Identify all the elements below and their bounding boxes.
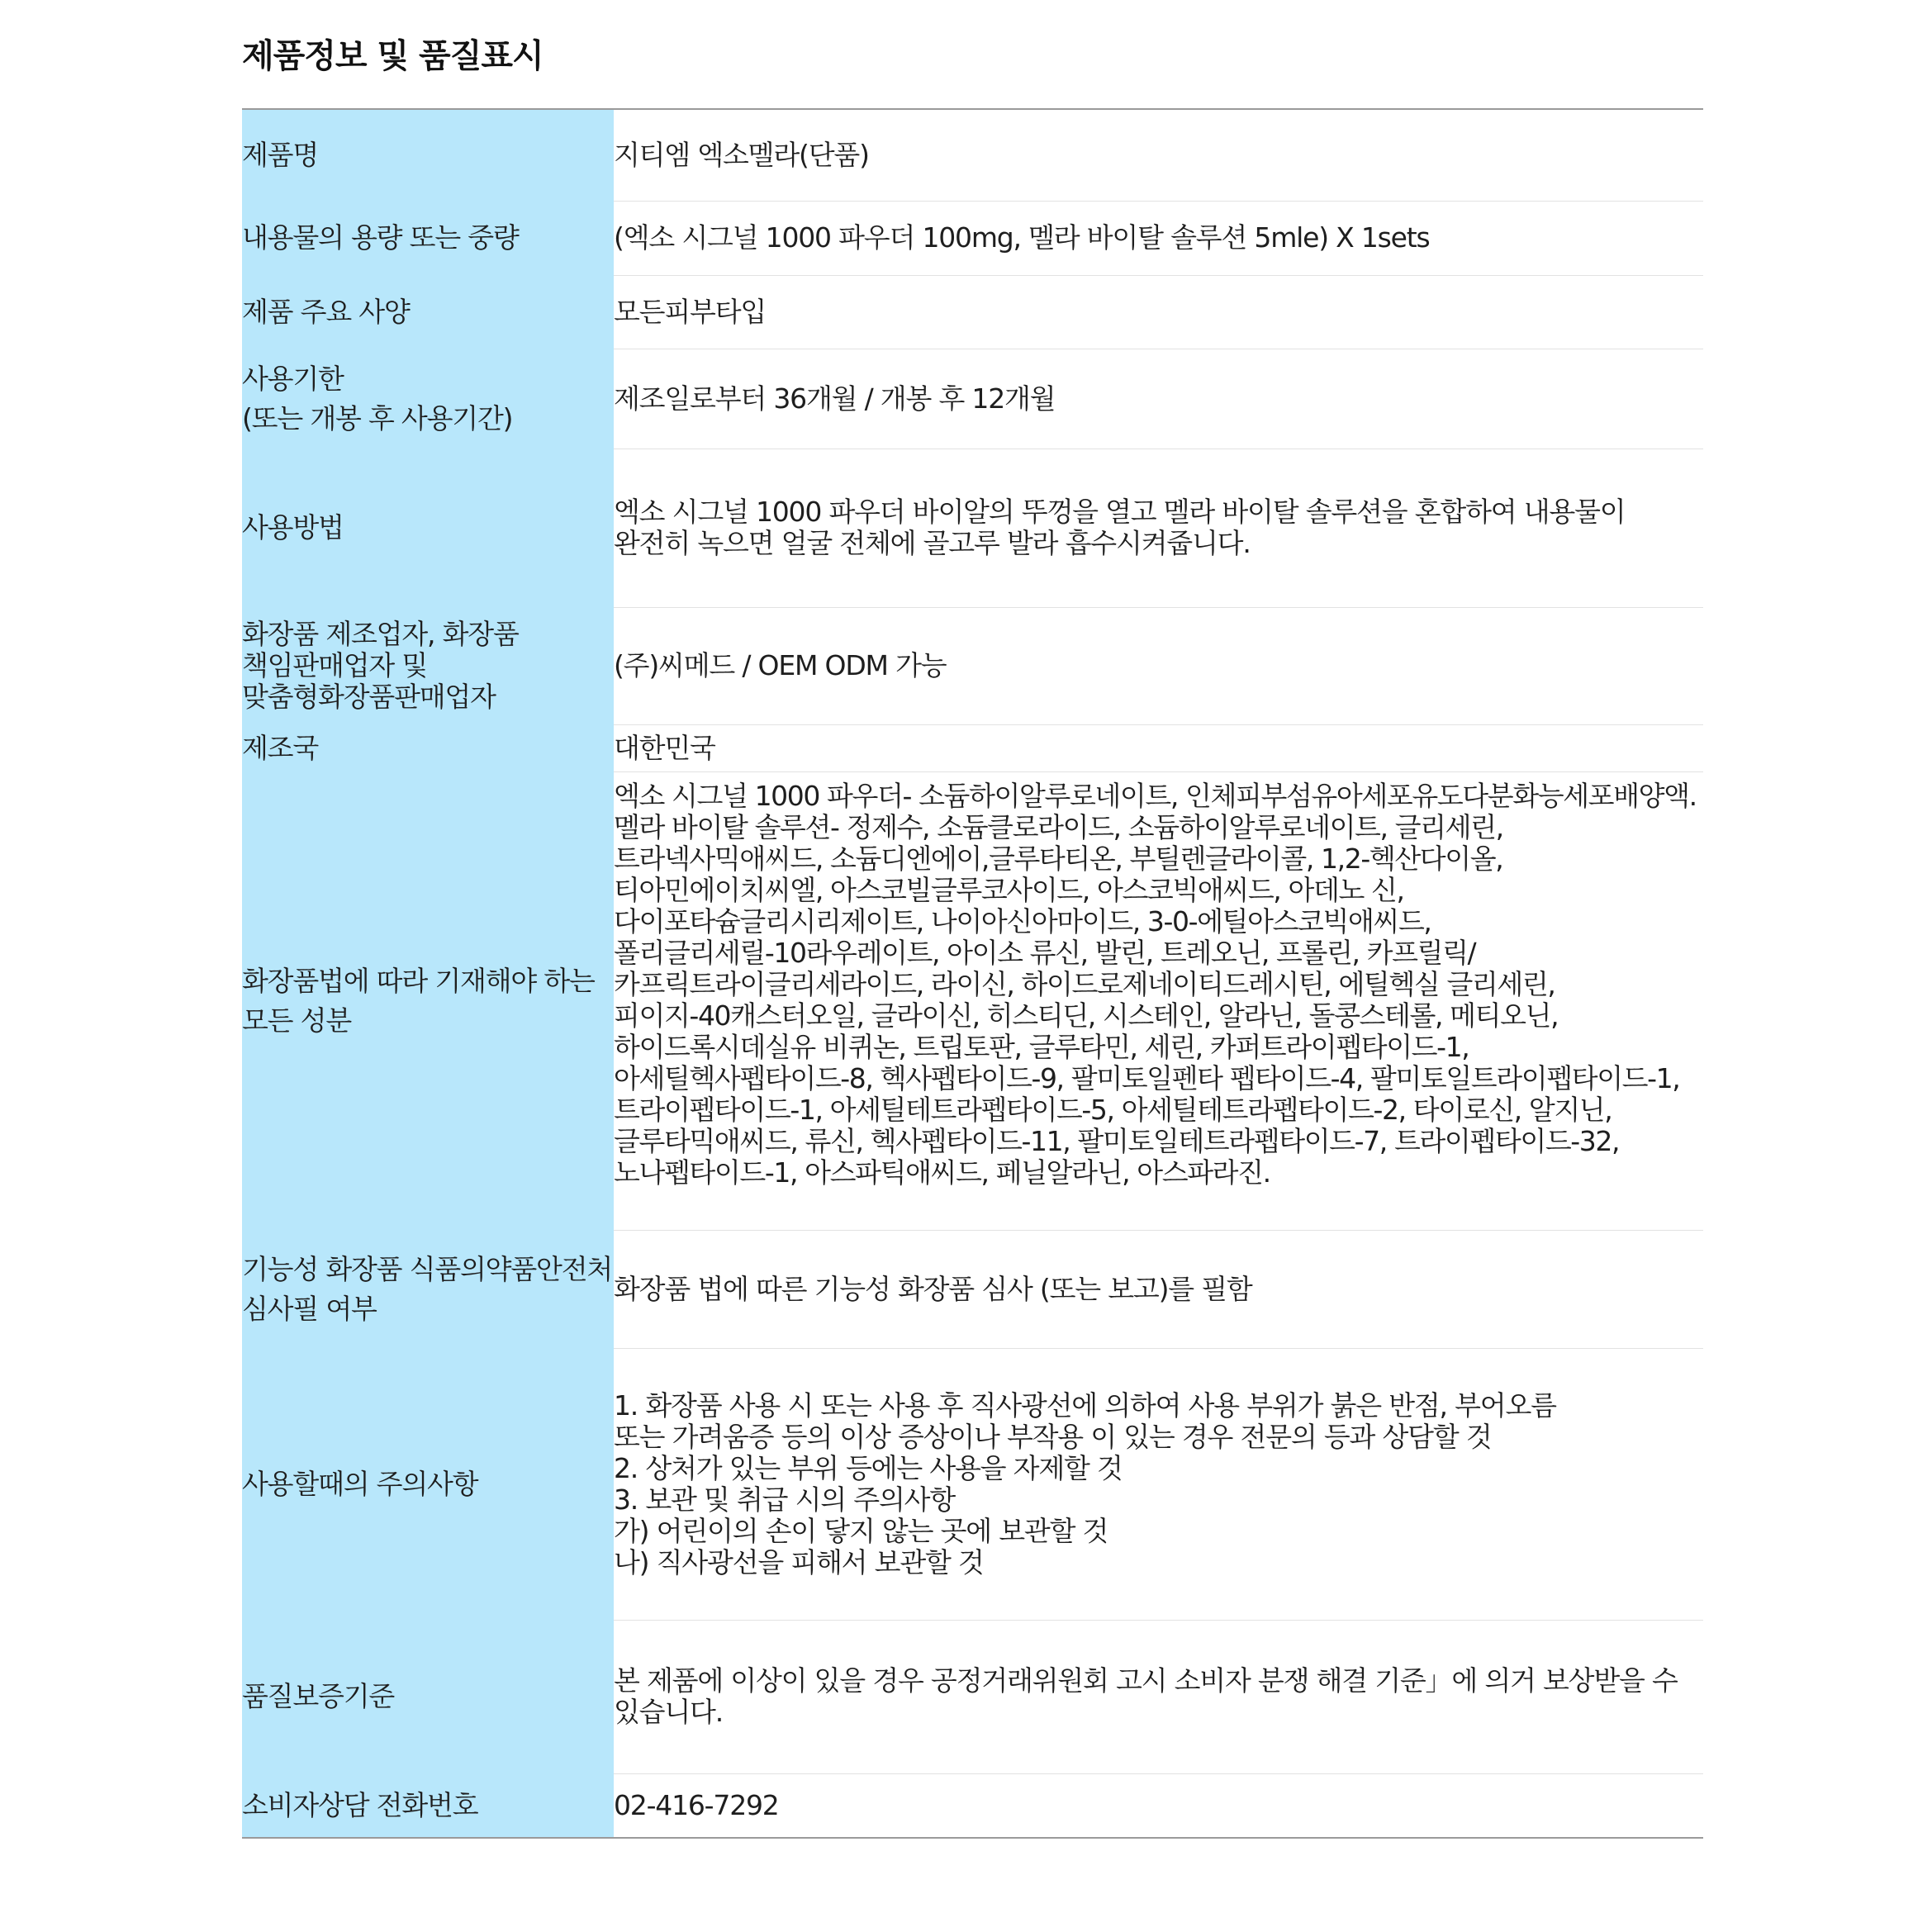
table-row-expiry bbox=[242, 349, 1703, 449]
row-value: 본 제품에 이상이 있을 경우 공정거래위원회 고시 소비자 분쟁 해결 기준」에 의거 보상받을 수 있습니다. bbox=[614, 1620, 1703, 1773]
row-label: 기능성 화장품 식품의약품안전처 심사필 여부 bbox=[242, 1230, 614, 1348]
row-value: 엑소 시그널 1000 파우더 바이알의 뚜껑을 열고 멜라 바이탈 솔루션을 혼합하여 내용물이 완전히 녹으면 얼굴 전체에 골고루 발라 흡수시켜줍니다. bbox=[614, 449, 1703, 607]
row-label: 품질보증기준 bbox=[242, 1620, 614, 1773]
row-value: 1. 화장품 사용 시 또는 사용 후 직사광선에 의하여 사용 부위가 붉은 반점, 부어오름 또는 가려움증 등의 이상 증상이나 부작용 이 있는 경우 전문의 등과 상담할 것 2. 상처가 있는 부위 등에는 사용을 자제할 것 3. 보관 및 취급 시의 주의사항 가) 어린이의 손이 닿지 않는 곳에 보관할 것 나) 직사광선을 피해서 보관할 것 bbox=[614, 1348, 1703, 1620]
row-value: (엑소 시그널 1000 파우더 100mg, 멜라 바이탈 솔루션 5mle) X 1sets bbox=[614, 201, 1703, 275]
table-row-spec bbox=[242, 275, 1703, 349]
page-title: 제품정보 및 품질표시 bbox=[242, 37, 544, 75]
row-label: 소비자상담 전화번호 bbox=[242, 1773, 614, 1838]
row-label: 내용물의 용량 또는 중량 bbox=[242, 201, 614, 275]
row-label: 제품명 bbox=[242, 109, 614, 201]
table-row-warranty bbox=[242, 1620, 1703, 1773]
table-row-ingredients bbox=[242, 771, 1703, 1230]
row-label: 화장품법에 따라 기재해야 하는 모든 성분 bbox=[242, 771, 614, 1230]
table-row-usage bbox=[242, 449, 1703, 607]
row-value: 02-416-7292 bbox=[614, 1773, 1703, 1838]
row-label: 사용할때의 주의사항 bbox=[242, 1348, 614, 1620]
table-row-product-name bbox=[242, 109, 1703, 201]
row-label: 제품 주요 사양 bbox=[242, 275, 614, 349]
row-label: 화장품 제조업자, 화장품 책임판매업자 및 맞춤형화장품판매업자 bbox=[242, 607, 614, 724]
table-row-functional bbox=[242, 1230, 1703, 1348]
row-value: 엑소 시그널 1000 파우더- 소듐하이알루로네이트, 인체피부섬유아세포유도다분화능세포배양액. 멜라 바이탈 솔루션- 정제수, 소듐클로라이드, 소듐하이알루로네이트, 글리세린, 트라넥사믹애씨드, 소듐디엔에이,글루타티온, 부틸렌글라이콜, 1,2-헥산다이올, 티아민에이치씨엘, 아스코빌글루코사이드, 아스코빅애씨드, 아데노 신, 다이포타슘글리시리제이트, 나이아신아마이드, 3-0-에틸아스코빅애씨드, 폴리글리세릴-10라우레이트, 아이소 류신, 발린, 트레오닌, 프롤린, 카프릴릭/카프릭트라이글리세라이드, 라이신, 하이드로제네이티드레시틴, 에틸헥실 글리세린, 피이지-40캐스터오일, 글라이신, 히스티딘, 시스테인, 알라닌, 돌콩스테롤, 메티오닌, 하이드록시데실유 비퀴논, 트립토판, 글루타민, 세린, 카퍼트라이펩타이드-1, 아세틸헥사펩타이드-8, 헥사펩타이드-9, 팔미토일펜타 펩타이드-4, 팔미토일트라이펩타이드-1, 트라이펩타이드-1, 아세틸테트라펩타이드-5, 아세틸테트라펩타이드-2, 타이로신, 알지닌, 글루타믹애씨드, 류신, 헥사펩타이드-11, 팔미토일테트라펩타이드-7, 트라이펩타이드-32, 노나펩타이드-1, 아스파틱애씨드, 페닐알라닌, 아스파라진. bbox=[614, 771, 1703, 1230]
table-row-precautions bbox=[242, 1348, 1703, 1620]
row-label: 제조국 bbox=[242, 724, 614, 771]
row-value: (주)씨메드 / OEM ODM 가능 bbox=[614, 607, 1703, 724]
row-label: 사용기한 (또는 개봉 후 사용기간) bbox=[242, 349, 614, 449]
table-row-phone bbox=[242, 1773, 1703, 1838]
table-row-manufacturer bbox=[242, 607, 1703, 724]
row-value: 대한민국 bbox=[614, 724, 1703, 771]
table-row-volume bbox=[242, 201, 1703, 275]
row-value: 지티엠 엑소멜라(단품) bbox=[614, 109, 1703, 201]
product-info-table bbox=[242, 108, 1703, 1839]
row-value: 모든피부타입 bbox=[614, 275, 1703, 349]
table-row-country bbox=[242, 724, 1703, 771]
row-value: 화장품 법에 따른 기능성 화장품 심사 (또는 보고)를 필함 bbox=[614, 1230, 1703, 1348]
row-value: 제조일로부터 36개월 / 개봉 후 12개월 bbox=[614, 349, 1703, 449]
row-label: 사용방법 bbox=[242, 449, 614, 607]
